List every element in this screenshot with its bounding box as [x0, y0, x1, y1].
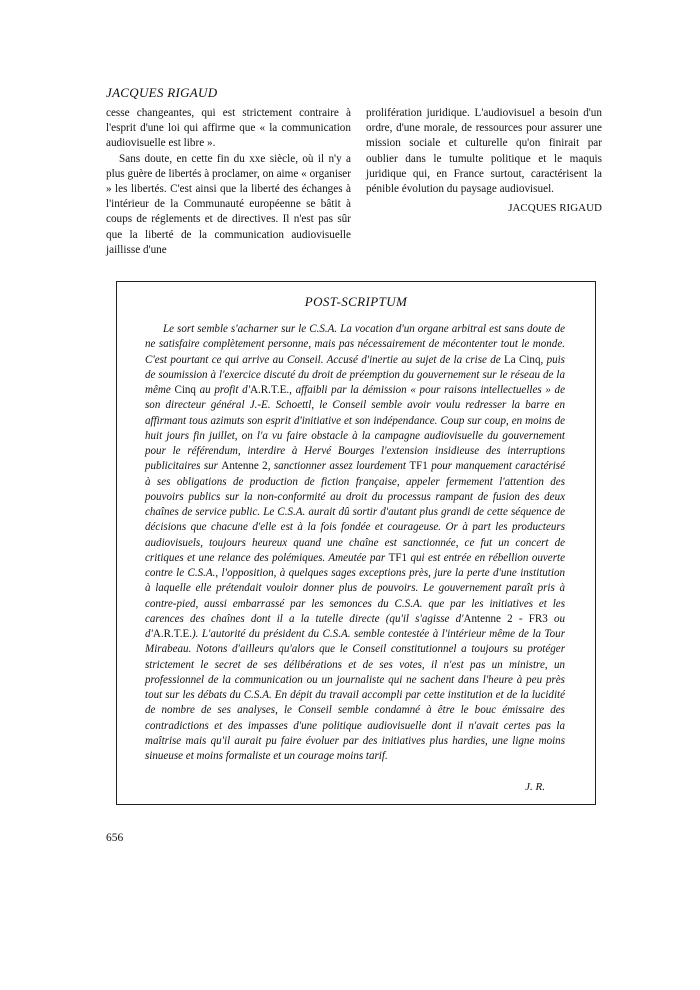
postscript-proper-name: Antenne 2 — [221, 460, 268, 473]
postscript-text-segment: ). L'autorité du président du C.S.A. semble contestée à l'intérieur même de la Tour Mirabeau. Notons d'ailleurs qu'alors que le Conseil constitutionnel a toujours su protéger strictement le secret de ses délibérations et de ses votes, il n'est pas un ministre, un professionnel de la communication ou un journaliste qui ne sachent dans l'heure à peu près tout sur les débats du C.S.A. En dépit du travail accompli par cette institution et de la lucidité de nombre de ses analyses, le Conseil semble condamné à être le bouc émissaire des contradictions et des impasses d'une politique audiovisuelle dont il n'avait certes pas la maîtrise mais qu'il aurait pu faire évoluer par des initiatives plus hardies, une ligne moins sinueuse et moins formaliste et un courage moins tarif. — [145, 628, 565, 762]
postscript-text-segment: , sanctionner assez lourdement — [267, 460, 410, 473]
postscript-text-segment: ou d' — [145, 612, 565, 640]
postscript-text-segment: , affaibli par la démission « pour raisons intellectuelles » de son directeur général J.-E. Schoettl, le Conseil semble avoir voulu redresser la barre en affirmant tous azimuts son esprit d'initiative et son indépendance. Coup sur coup, en moins de huit jours fin juillet, on l'a vu faire obstacle à la campagne audiovisuelle du gouvernement pour le référendum, interdire à Hervé Bourges l'extension insidieuse des interruptions publicitaires sur — [145, 384, 565, 473]
page-number: 656 — [106, 832, 124, 844]
postscript-text-segment: pour manquement caractérisé à ses obligations de production de fiction française, appeler fermement l'attention des pouvoirs publics sur la non-conformité au droit du processus rampant de fusion des deux chaînes de service public. Le C.S.A. aurait dû sortir d'autant plus grandi de cette séquence de décisions que chacune d'elle est à la fois fondée et courageuse. Or à part les producteurs audiovisuels, toujours heureux quand une chaîne est sanctionnée, ce fut un concert de critiques et une relance des polémiques. Ameutée par — [145, 460, 565, 564]
postscript-initials: J. R. — [525, 781, 545, 793]
postscript-text-segment: Le sort semble s'acharner sur le C.S.A. La vocation d'un organe arbitral est sans doute de ne satisfaire complètement personne, mais pas nécessairement de mécontenter tout le monde. C'est pourtant ce qui arrive au Conseil. Accusé d'inertie au sujet de la crise de — [145, 323, 565, 366]
postscript-proper-name: TF1 — [388, 551, 408, 564]
article-paragraph: cesse changeantes, qui est strictement contraire à l'esprit d'une loi qui affirme que « la communication audiovisuelle est libre ». — [106, 107, 351, 150]
postscript-text-segment: au profit d' — [195, 384, 251, 396]
postscript-title: POST-SCRIPTUM — [304, 294, 408, 309]
postscript-text-segment: qui est entrée en rébellion ouverte contre le C.S.A., l'opposition, à quelques sages exceptions près, jure la perte d'une institution à laquelle elle prétendait vouloir donner plus de pouvoirs. Le gouvernement paraît pris à contre-pied, aussi embarrassé par les semonces du C.S.A. que par les initiatives et les carences des chaînes dont il a la tutelle directe (qu'il s'agisse d' — [145, 551, 565, 625]
postscript-proper-name: Cinq — [174, 384, 196, 396]
postscript-proper-name: A.R.T.E. — [152, 628, 192, 640]
postscript-proper-name: TF1 — [409, 460, 428, 473]
article-paragraph: Sans doute, en cette fin du xxe siècle, où il n'y a plus guère de libertés à proclamer, on aime « organiser » les libertés. C'est ainsi que la liberté des échanges à l'intérieur de la Communauté européenne se bâtit à coups de réglements et de directives. Il n'est pas sûr que la liberté de la communication audiovisuelle jaillisse d'une — [106, 152, 351, 256]
article-left-column — [106, 106, 351, 258]
postscript-proper-name: Antenne 2 - FR3 — [463, 612, 548, 625]
running-head: JACQUES RIGAUD — [106, 85, 218, 100]
postscript-proper-name: La Cinq — [504, 353, 541, 366]
article-right-column — [366, 106, 602, 216]
author-signature: JACQUES RIGAUD — [508, 202, 602, 215]
postscript-body — [145, 322, 565, 764]
article-paragraph: prolifération juridique. L'audiovisuel a besoin d'un ordre, d'une morale, de ressources pour assurer une mission sociale et culturelle qu'on finirait par oublier dans le tumulte politique et le maquis juridique qui, en France surtout, caractérisent la pénible évolution du paysage audiovisuel. — [366, 107, 602, 196]
postscript-text-segment: , puis de soumission à l'exercice discuté du droit de préemption du gouvernement sur le réseau de la même — [145, 353, 565, 396]
postscript-box — [116, 281, 596, 805]
postscript-proper-name: A.R.T.E. — [250, 384, 290, 396]
